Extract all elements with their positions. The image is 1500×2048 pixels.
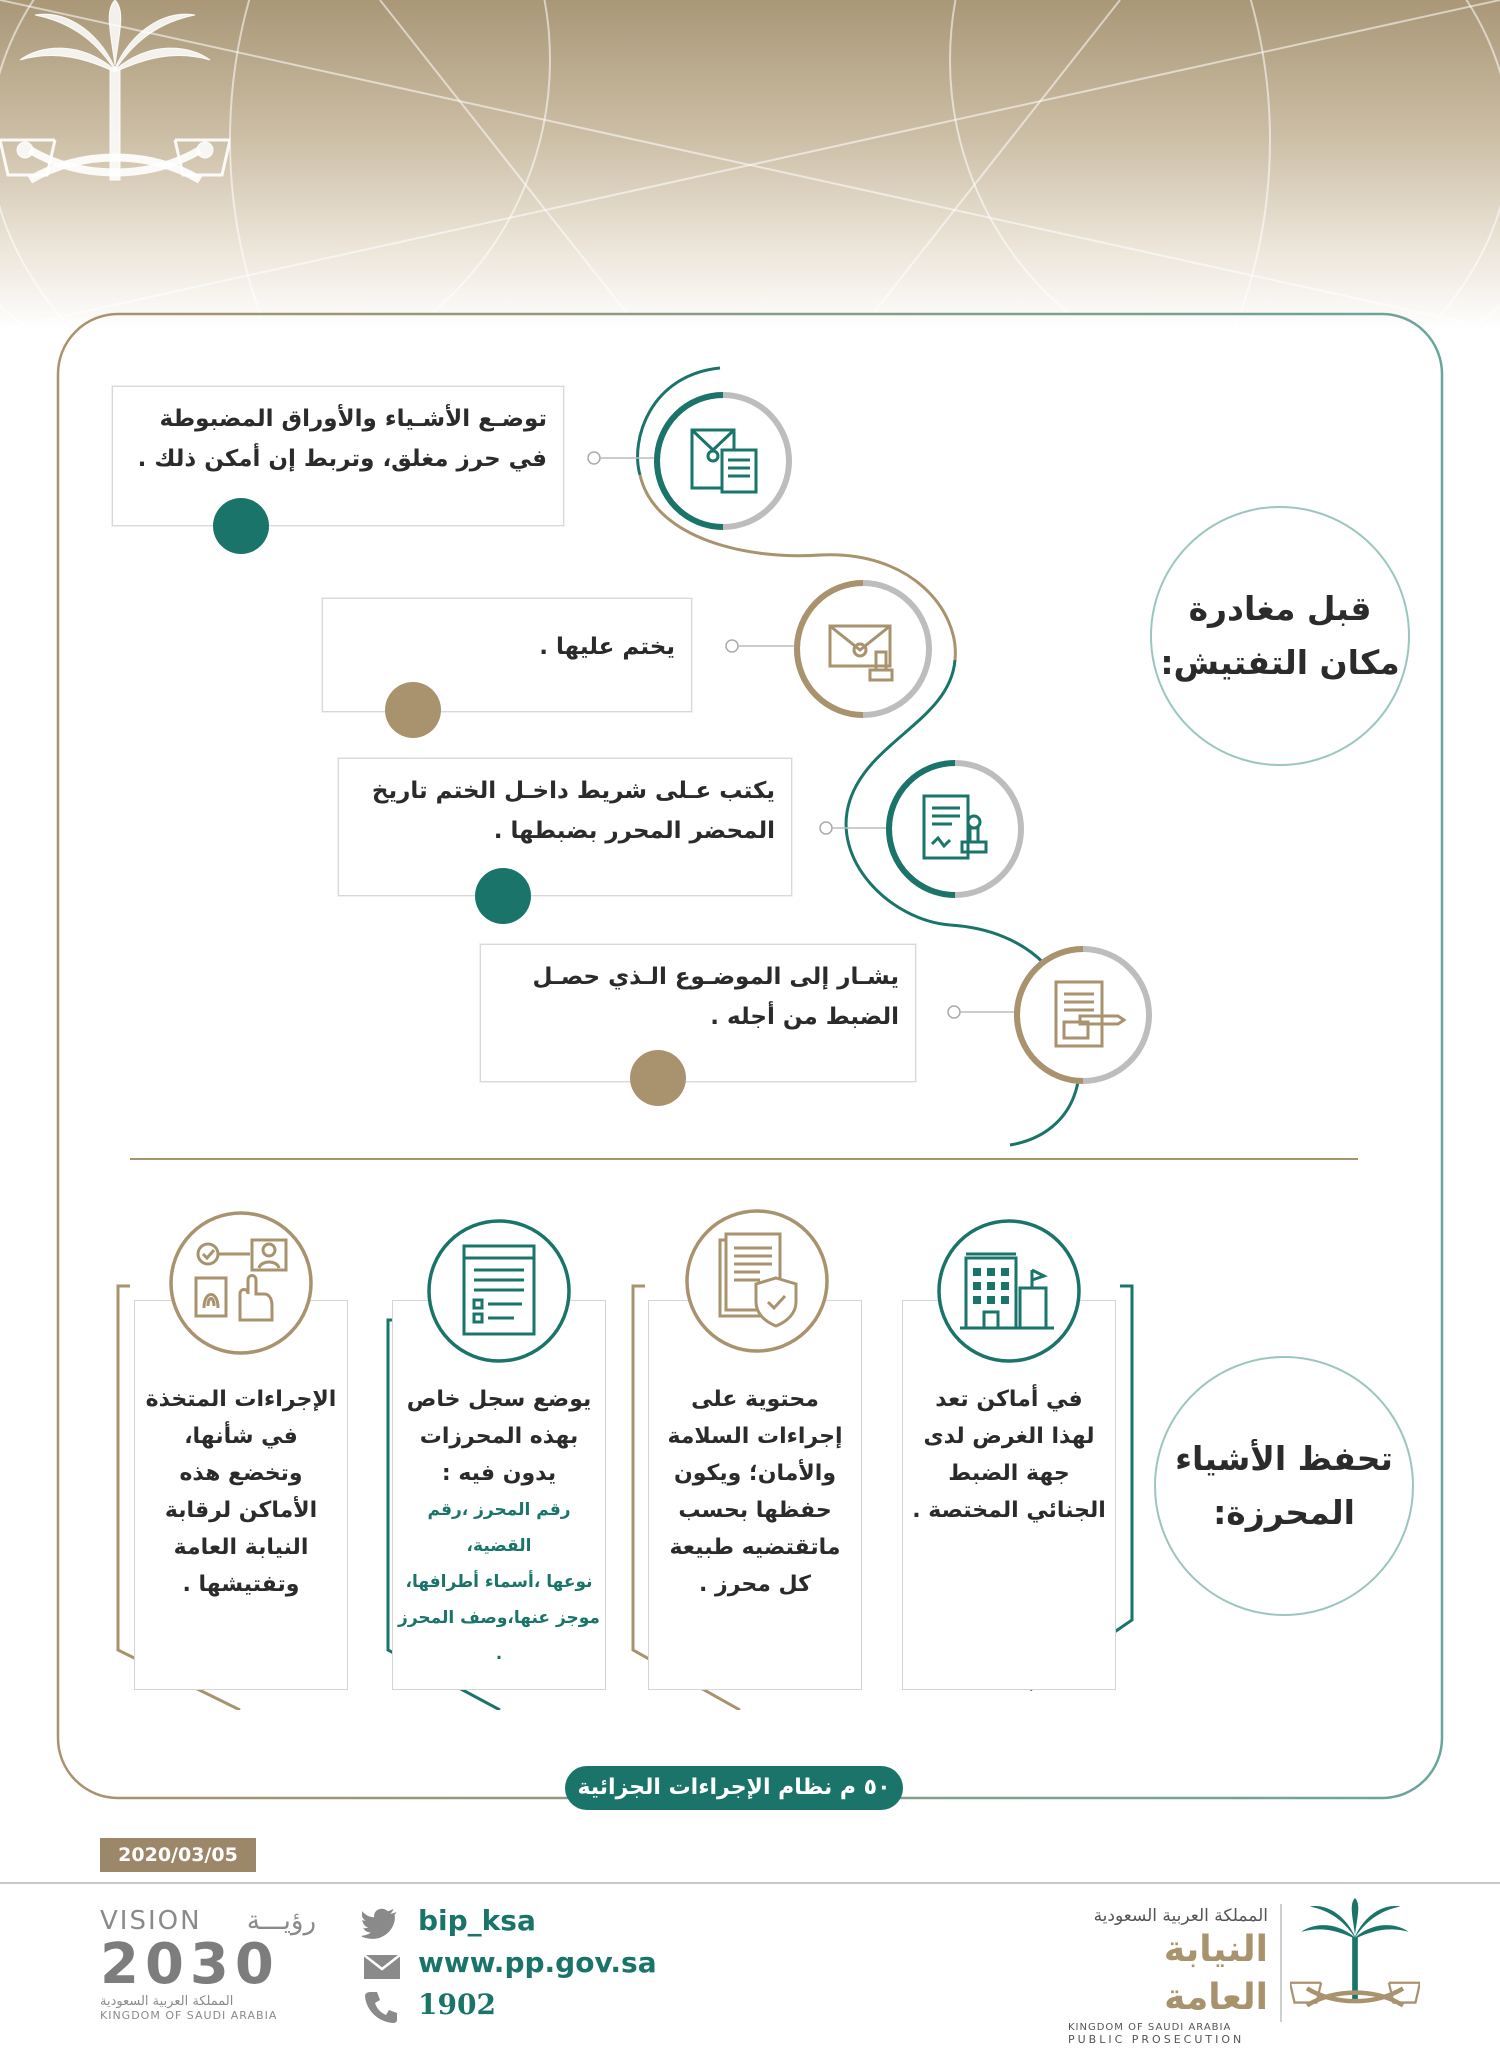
twitter-handle[interactable]: bip_ksa xyxy=(418,1904,536,1937)
vision-2030-logo xyxy=(100,1906,320,2026)
vision-label: VISION xyxy=(100,1906,202,1936)
card-4-line3: وتخضع هذه xyxy=(179,1461,303,1486)
step-1-line1: توضـع الأشـياء والأوراق المضبوطة xyxy=(159,406,547,432)
register-form-icon xyxy=(426,1218,572,1364)
step-1-dot xyxy=(213,498,269,554)
card-3-line1: يوضع سجل خاص xyxy=(406,1387,592,1412)
keeping-items-title xyxy=(1154,1356,1414,1616)
step-box-4 xyxy=(480,944,916,1082)
step-4-line2: الضبط من أجله . xyxy=(710,1004,899,1030)
fingerprint-inspection-icon xyxy=(168,1210,314,1356)
card-1-line1: في أماكن تعد xyxy=(935,1387,1083,1412)
header-banner xyxy=(0,0,1500,330)
card-4 xyxy=(134,1300,348,1690)
card-2-line5: ماتقتضيه طبيعة xyxy=(669,1535,841,1560)
before-leaving-title xyxy=(1150,506,1410,766)
keeping-items-title-line2: المحرزة: xyxy=(1213,1493,1355,1532)
step-3-line1: يكتب عـلى شريط داخـل الختم تاريخ xyxy=(371,778,775,804)
org-kingdom-ar: المملكة العربية السعودية xyxy=(1093,1906,1268,1926)
org-kingdom-en: KINGDOM OF SAUDI ARABIA xyxy=(1068,2022,1232,2033)
step-1-line2: في حرز مغلق، وتربط إن أمكن ذلك . xyxy=(137,446,547,472)
step-box-2 xyxy=(322,598,692,712)
card-3-line3: يدون فيه : xyxy=(441,1461,557,1486)
vision-year: 2030 xyxy=(100,1932,280,1997)
sealed-envelope-icon xyxy=(650,388,796,534)
card-2-line4: حفظها بحسب xyxy=(678,1498,832,1523)
mail-icon xyxy=(362,1952,402,1982)
public-prosecution-emblem-icon xyxy=(1290,1898,1420,2028)
org-name-ar: النيابة العامة xyxy=(1163,1929,1268,2018)
card-4-line4: الأماكن لرقابة xyxy=(164,1498,318,1523)
document-pen-icon xyxy=(1010,942,1156,1088)
card-4-line5: النيابة العامة xyxy=(173,1535,309,1560)
org-name-en: PUBLIC PROSECUTION xyxy=(1068,2033,1245,2046)
card-3-detail2: نوعها ،أسماء أطرافها، xyxy=(405,1572,593,1592)
card-3-detail1: رقم المحرز ،رقم القضية، xyxy=(427,1500,571,1556)
vision-kingdom-ar: المملكة العربية السعودية xyxy=(100,1994,234,2009)
government-building-icon xyxy=(936,1218,1082,1364)
card-4-line6: وتفتيشها . xyxy=(182,1572,300,1597)
step-4-connector xyxy=(946,1004,1016,1020)
phone-number[interactable]: 1902 xyxy=(418,1988,496,2021)
org-name-block xyxy=(1068,1906,1268,2046)
legal-reference: ٥٠ م نظام الإجراءات الجزائية xyxy=(565,1766,903,1810)
date-badge: 2020/03/05 xyxy=(100,1838,256,1872)
step-2-dot xyxy=(385,682,441,738)
step-1-connector xyxy=(586,450,656,466)
document-shield-icon xyxy=(684,1208,830,1354)
before-leaving-title-line1: قبل مغادرة xyxy=(1188,589,1372,628)
phone-icon xyxy=(364,1990,398,2024)
website-link[interactable]: www.pp.gov.sa xyxy=(418,1946,657,1979)
org-logo-divider xyxy=(1280,1904,1282,2022)
before-leaving-title-line2: مكان التفتيش: xyxy=(1160,643,1400,682)
card-2 xyxy=(648,1300,862,1690)
saudi-emblem-icon xyxy=(0,0,230,230)
card-2-line2: إجراءات السلامة xyxy=(667,1424,843,1449)
vision-label-ar: رؤيـــة xyxy=(246,1906,316,1936)
card-1-line4: الجنائي المختصة . xyxy=(912,1498,1106,1523)
document-stamp-icon xyxy=(882,756,1028,902)
step-box-3 xyxy=(338,758,792,896)
step-2-connector xyxy=(724,638,794,654)
card-3-line2: بهذه المحرزات xyxy=(419,1424,579,1449)
card-2-line1: محتوية على xyxy=(691,1387,819,1412)
step-3-connector xyxy=(818,820,888,836)
card-1-line3: جهة الضبط xyxy=(948,1461,1070,1486)
card-2-line6: كل محرز . xyxy=(699,1572,811,1597)
step-4-line1: يشـار إلى الموضـوع الـذي حصـل xyxy=(532,964,899,990)
card-3-detail3: موجز عنها،وصف المحرز . xyxy=(398,1608,600,1664)
card-4-line2: في شأنها، xyxy=(184,1424,298,1449)
step-3-line2: المحضر المحرر بضبطها . xyxy=(493,818,775,844)
footer-divider xyxy=(0,1882,1500,1884)
card-2-line3: والأمان؛ ويكون xyxy=(673,1461,836,1486)
card-1-line2: لهذا الغرض لدى xyxy=(923,1424,1095,1449)
step-2-line1: يختم عليها . xyxy=(539,634,675,660)
twitter-icon xyxy=(362,1908,402,1942)
card-4-line1: الإجراءات المتخذة xyxy=(145,1387,337,1412)
vision-kingdom-en: KINGDOM OF SAUDI ARABIA xyxy=(100,2009,278,2022)
wax-seal-stamp-icon xyxy=(790,576,936,722)
keeping-items-title-line1: تحفظ الأشياء xyxy=(1175,1439,1393,1478)
step-3-dot xyxy=(475,868,531,924)
step-4-dot xyxy=(630,1050,686,1106)
step-box-1 xyxy=(112,386,564,526)
